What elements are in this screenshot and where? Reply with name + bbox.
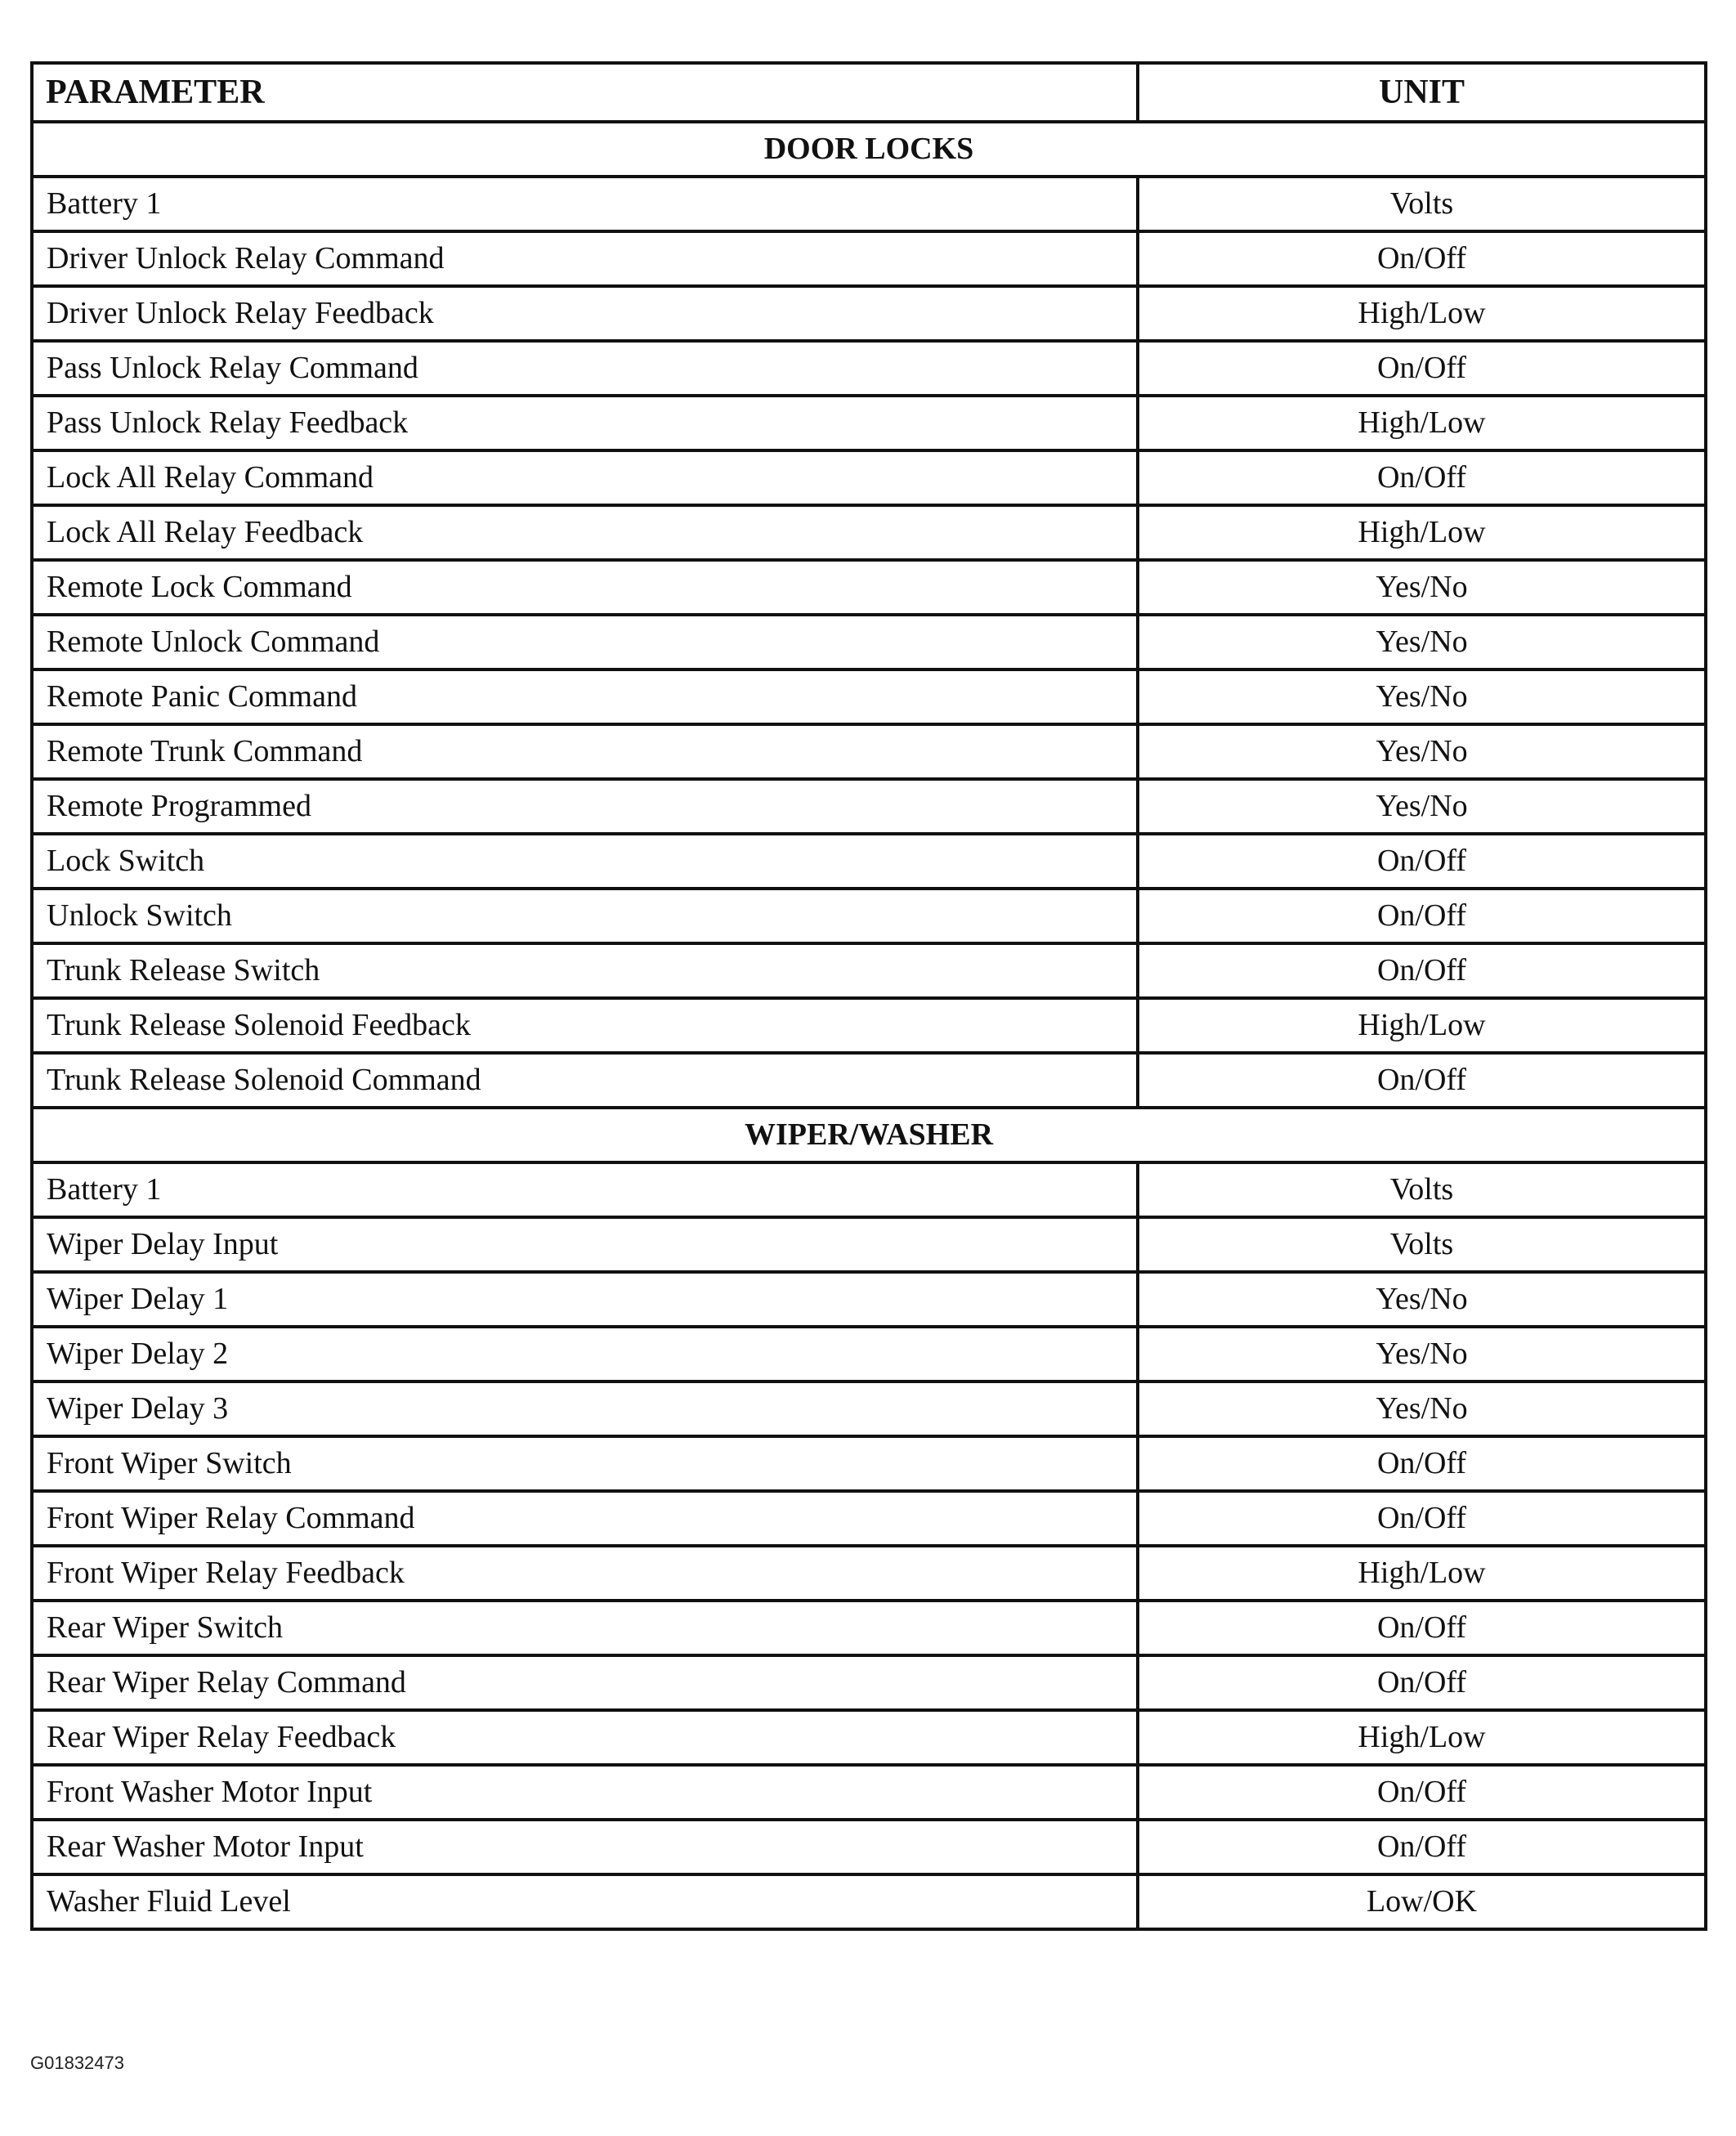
- unit-cell: On/Off: [1138, 1655, 1706, 1710]
- parameter-cell: Pass Unlock Relay Command: [32, 341, 1138, 396]
- table-row: [32, 1436, 1706, 1491]
- unit-cell: On/Off: [1138, 943, 1706, 998]
- parameter-cell: Remote Panic Command: [32, 669, 1138, 724]
- parameter-cell: Remote Programmed: [32, 779, 1138, 834]
- parameter-column-header: PARAMETER: [32, 63, 1138, 122]
- section-title: DOOR LOCKS: [32, 122, 1706, 177]
- parameter-cell: Wiper Delay Input: [32, 1217, 1138, 1272]
- unit-cell: Yes/No: [1138, 1381, 1706, 1436]
- unit-cell: Low/OK: [1138, 1874, 1706, 1929]
- table-row: [32, 834, 1706, 889]
- unit-cell: High/Low: [1138, 505, 1706, 560]
- table-row: [32, 1601, 1706, 1655]
- table-row: [32, 1162, 1706, 1217]
- parameter-cell: Battery 1: [32, 177, 1138, 231]
- section-title: WIPER/WASHER: [32, 1108, 1706, 1162]
- unit-cell: Yes/No: [1138, 724, 1706, 779]
- table-row: [32, 1491, 1706, 1546]
- unit-cell: Volts: [1138, 1162, 1706, 1217]
- parameter-cell: Washer Fluid Level: [32, 1874, 1138, 1929]
- unit-cell: Yes/No: [1138, 1272, 1706, 1327]
- parameter-cell: Wiper Delay 1: [32, 1272, 1138, 1327]
- unit-cell: On/Off: [1138, 889, 1706, 943]
- unit-cell: Yes/No: [1138, 615, 1706, 669]
- table-row: [32, 1655, 1706, 1710]
- figure-id-label: G01832473: [30, 2053, 124, 2073]
- table-row: [32, 505, 1706, 560]
- table-row: [32, 560, 1706, 615]
- parameter-cell: Trunk Release Switch: [32, 943, 1138, 998]
- table-row: [32, 669, 1706, 724]
- parameter-cell: Wiper Delay 2: [32, 1327, 1138, 1381]
- parameter-cell: Driver Unlock Relay Feedback: [32, 286, 1138, 341]
- table-row: [32, 450, 1706, 505]
- table-header-row: [32, 63, 1706, 122]
- parameter-cell: Trunk Release Solenoid Feedback: [32, 998, 1138, 1053]
- table-row: [32, 724, 1706, 779]
- table-row: [32, 286, 1706, 341]
- parameter-cell: Lock All Relay Feedback: [32, 505, 1138, 560]
- table-row: [32, 1874, 1706, 1929]
- parameter-cell: Remote Lock Command: [32, 560, 1138, 615]
- table-row: [32, 177, 1706, 231]
- unit-cell: Yes/No: [1138, 560, 1706, 615]
- unit-cell: High/Low: [1138, 998, 1706, 1053]
- unit-cell: On/Off: [1138, 1601, 1706, 1655]
- table-row: [32, 1710, 1706, 1765]
- parameter-cell: Remote Unlock Command: [32, 615, 1138, 669]
- unit-cell: Yes/No: [1138, 669, 1706, 724]
- parameter-cell: Battery 1: [32, 1162, 1138, 1217]
- unit-cell: On/Off: [1138, 1436, 1706, 1491]
- parameter-cell: Lock All Relay Command: [32, 450, 1138, 505]
- parameter-cell: Front Wiper Relay Command: [32, 1491, 1138, 1546]
- unit-cell: On/Off: [1138, 341, 1706, 396]
- table-row: [32, 615, 1706, 669]
- parameter-cell: Unlock Switch: [32, 889, 1138, 943]
- section-header-row: [32, 122, 1706, 177]
- parameter-cell: Front Wiper Switch: [32, 1436, 1138, 1491]
- table-row: [32, 1053, 1706, 1108]
- table-row: [32, 1381, 1706, 1436]
- unit-cell: Volts: [1138, 1217, 1706, 1272]
- parameter-cell: Driver Unlock Relay Command: [32, 231, 1138, 286]
- section-header-row: [32, 1108, 1706, 1162]
- unit-cell: On/Off: [1138, 1820, 1706, 1874]
- unit-cell: On/Off: [1138, 450, 1706, 505]
- table-row: [32, 779, 1706, 834]
- unit-cell: High/Low: [1138, 1710, 1706, 1765]
- table-row: [32, 1327, 1706, 1381]
- table-body: [32, 122, 1706, 1929]
- table-row: [32, 943, 1706, 998]
- parameter-cell: Rear Wiper Relay Command: [32, 1655, 1138, 1710]
- parameter-cell: Front Washer Motor Input: [32, 1765, 1138, 1820]
- parameter-cell: Trunk Release Solenoid Command: [32, 1053, 1138, 1108]
- table-row: [32, 1765, 1706, 1820]
- table-row: [32, 396, 1706, 450]
- table-row: [32, 998, 1706, 1053]
- unit-cell: Volts: [1138, 177, 1706, 231]
- parameter-cell: Pass Unlock Relay Feedback: [32, 396, 1138, 450]
- parameter-cell: Lock Switch: [32, 834, 1138, 889]
- unit-cell: Yes/No: [1138, 779, 1706, 834]
- unit-cell: On/Off: [1138, 834, 1706, 889]
- parameter-cell: Front Wiper Relay Feedback: [32, 1546, 1138, 1601]
- table-row: [32, 1217, 1706, 1272]
- table-row: [32, 1272, 1706, 1327]
- unit-cell: On/Off: [1138, 1053, 1706, 1108]
- parameter-cell: Wiper Delay 3: [32, 1381, 1138, 1436]
- parameter-cell: Rear Wiper Relay Feedback: [32, 1710, 1138, 1765]
- table-row: [32, 1820, 1706, 1874]
- parameter-cell: Rear Wiper Switch: [32, 1601, 1138, 1655]
- table-row: [32, 889, 1706, 943]
- unit-cell: High/Low: [1138, 1546, 1706, 1601]
- parameter-cell: Remote Trunk Command: [32, 724, 1138, 779]
- unit-cell: On/Off: [1138, 1765, 1706, 1820]
- parameter-cell: Rear Washer Motor Input: [32, 1820, 1138, 1874]
- unit-cell: High/Low: [1138, 286, 1706, 341]
- unit-cell: On/Off: [1138, 1491, 1706, 1546]
- unit-cell: On/Off: [1138, 231, 1706, 286]
- table-row: [32, 341, 1706, 396]
- parameter-table: [30, 61, 1707, 1931]
- unit-column-header: UNIT: [1138, 63, 1706, 122]
- unit-cell: Yes/No: [1138, 1327, 1706, 1381]
- table-row: [32, 231, 1706, 286]
- table-row: [32, 1546, 1706, 1601]
- unit-cell: High/Low: [1138, 396, 1706, 450]
